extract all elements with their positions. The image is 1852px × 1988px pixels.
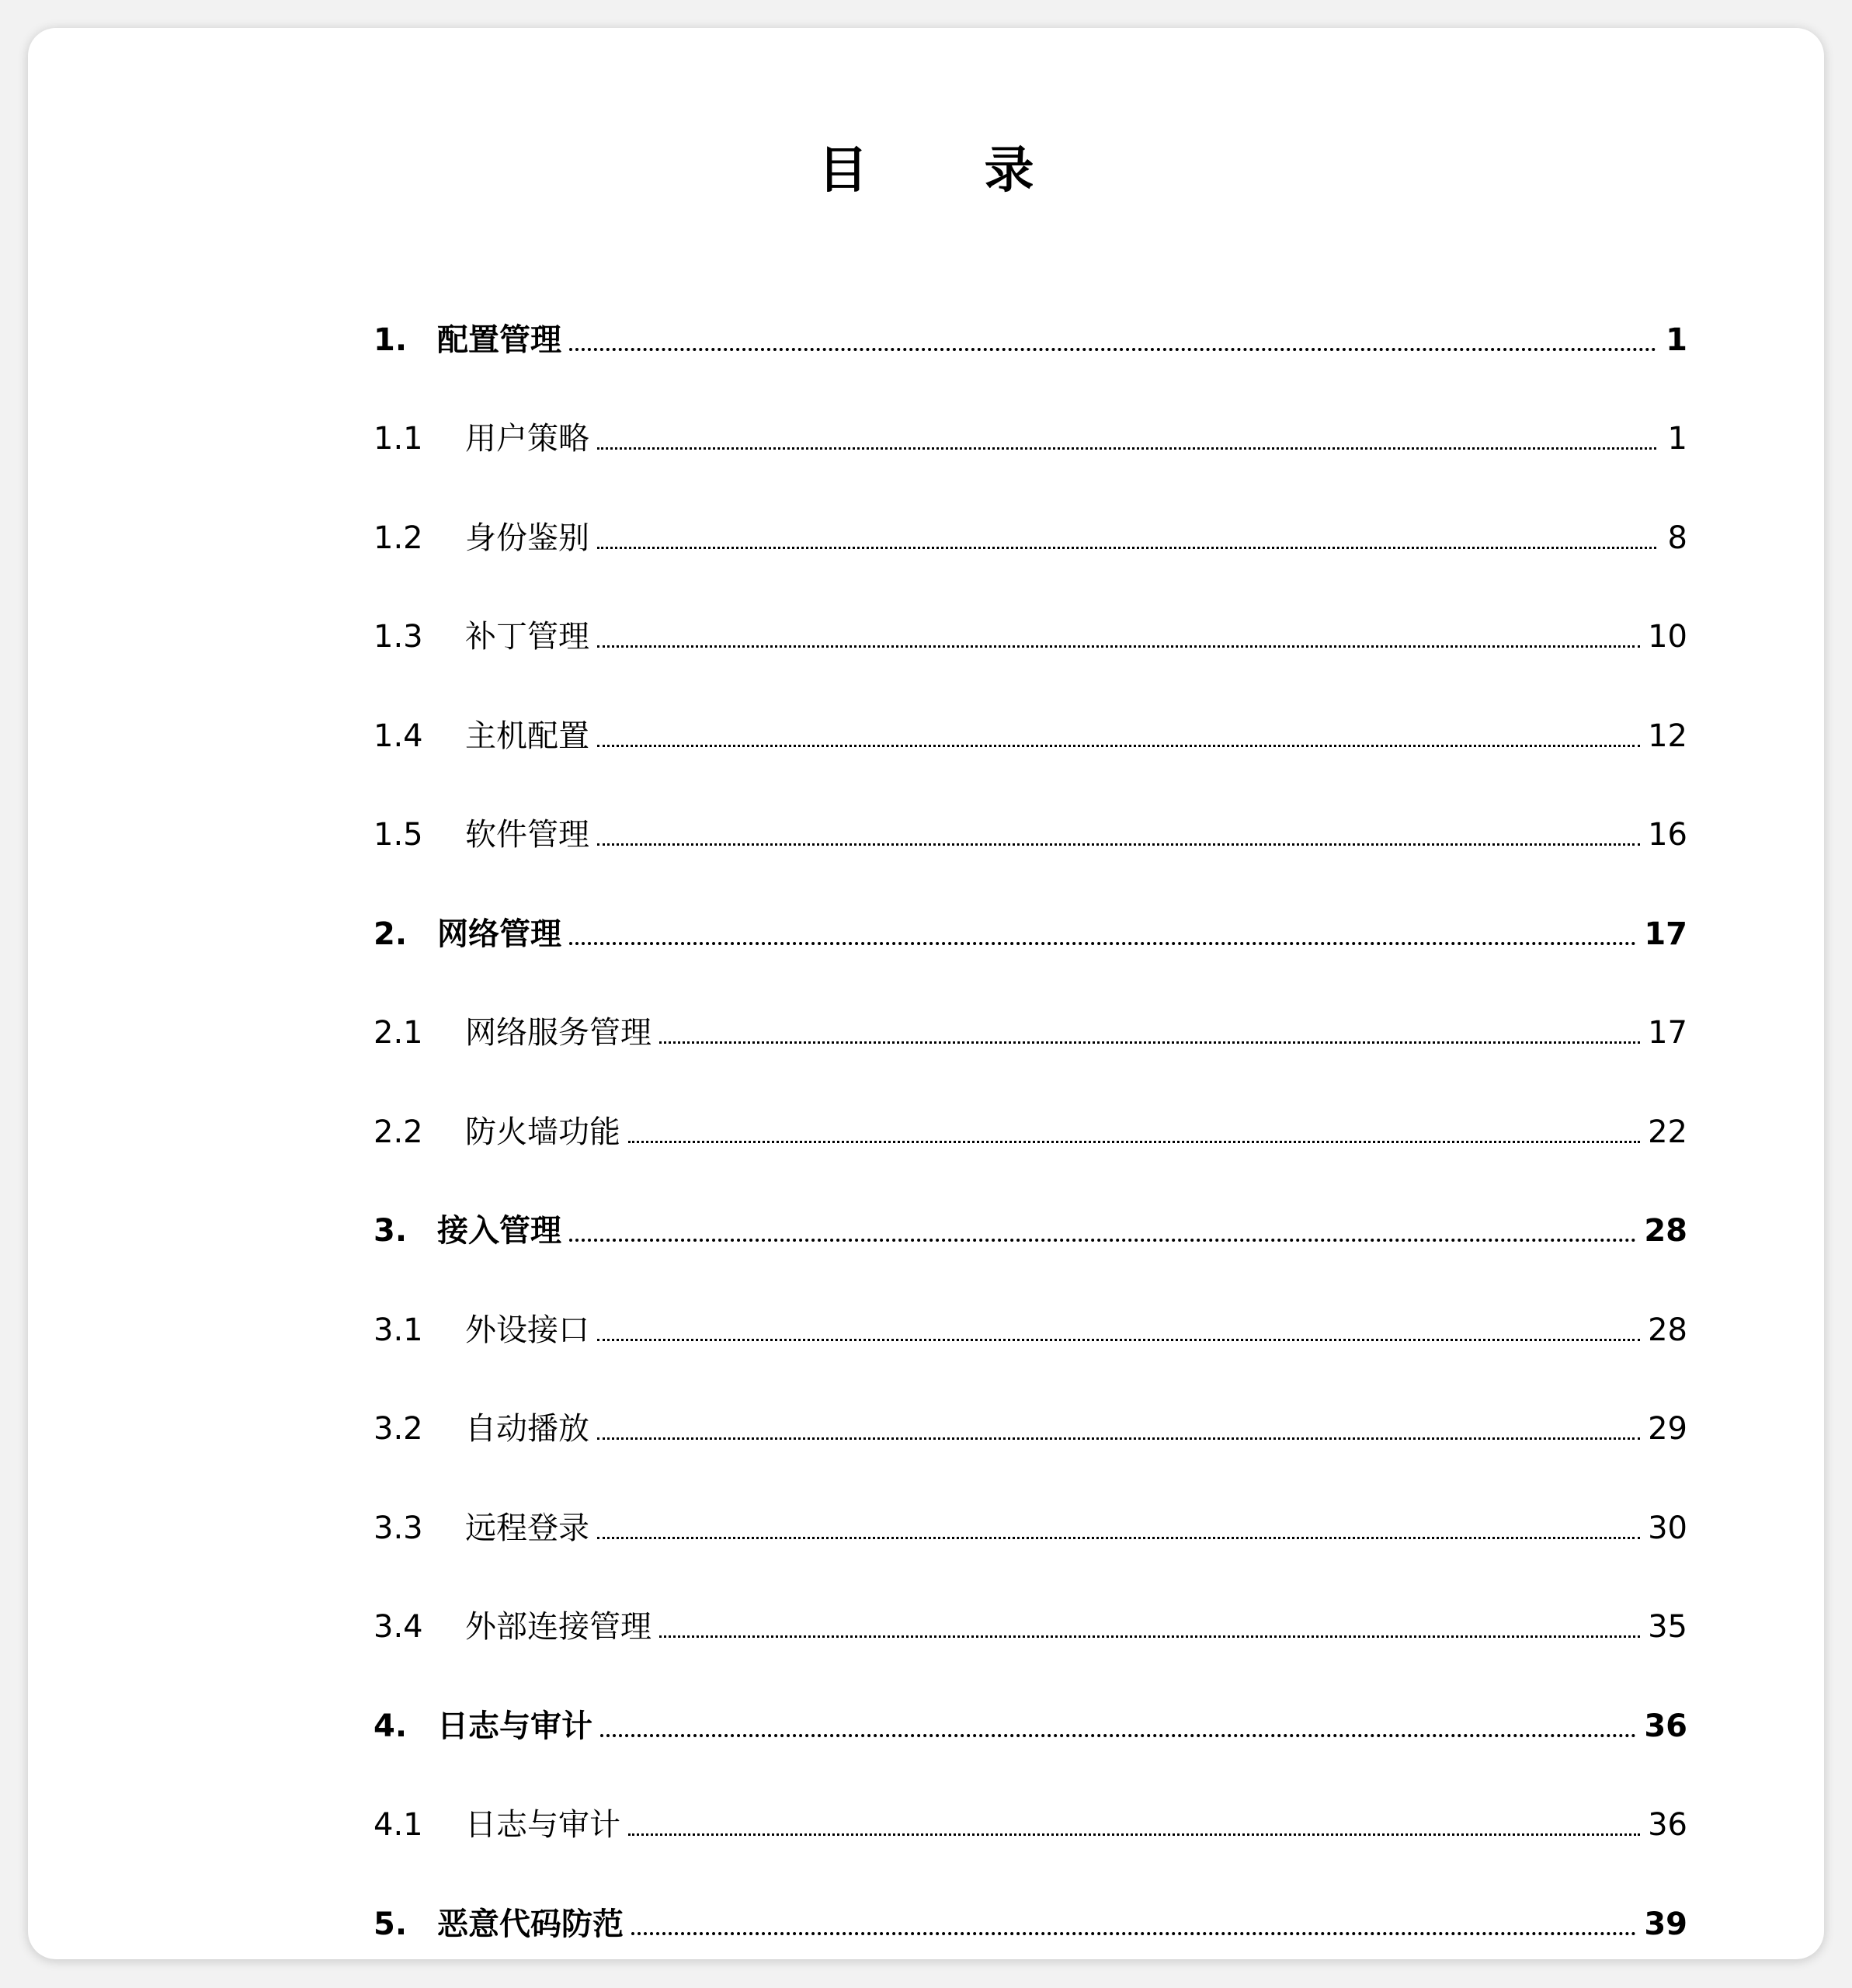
toc-chapter-entry[interactable] bbox=[374, 287, 1687, 387]
dot-leader bbox=[659, 1635, 1640, 1638]
toc-section-entry[interactable] bbox=[374, 981, 1687, 1080]
entry-number: 3.4 bbox=[374, 1609, 423, 1645]
entry-number: 1.2 bbox=[374, 520, 423, 556]
toc-section-entry[interactable] bbox=[374, 1773, 1687, 1872]
toc-section-entry[interactable] bbox=[374, 585, 1687, 684]
dot-leader bbox=[569, 942, 1636, 945]
toc-section-entry[interactable] bbox=[374, 683, 1687, 783]
entry-number: 1.3 bbox=[374, 619, 423, 655]
toc-section-entry[interactable] bbox=[374, 1377, 1687, 1476]
toc-section-entry[interactable] bbox=[374, 1277, 1687, 1377]
entry-title[interactable]: 身份鉴别 bbox=[465, 520, 589, 556]
dot-leader bbox=[569, 348, 1656, 351]
toc-section-entry[interactable] bbox=[374, 783, 1687, 882]
entry-page-number: 30 bbox=[1648, 1510, 1687, 1546]
entry-title[interactable]: 接入管理 bbox=[437, 1213, 561, 1249]
entry-title[interactable]: 外部连接管理 bbox=[465, 1609, 652, 1645]
entry-title[interactable]: 用户策略 bbox=[465, 421, 589, 457]
entry-title[interactable]: 软件管理 bbox=[465, 817, 589, 853]
dot-leader bbox=[597, 843, 1640, 846]
dot-leader bbox=[628, 1141, 1640, 1143]
entry-title[interactable]: 外设接口 bbox=[465, 1312, 589, 1348]
entry-number: 3.3 bbox=[374, 1510, 423, 1546]
entry-title[interactable]: 远程登录 bbox=[465, 1510, 589, 1546]
toc-chapter-entry[interactable] bbox=[374, 881, 1687, 981]
toc-title bbox=[0, 130, 1852, 202]
entry-page-number: 17 bbox=[1644, 916, 1687, 952]
entry-page-number: 22 bbox=[1648, 1114, 1687, 1150]
entry-title[interactable]: 日志与审计 bbox=[465, 1807, 620, 1843]
toc-chapter-entry[interactable] bbox=[374, 1872, 1687, 1971]
entry-number: 1.5 bbox=[374, 817, 423, 853]
entry-title[interactable]: 网络管理 bbox=[437, 916, 561, 952]
entry-page-number: 12 bbox=[1648, 718, 1687, 754]
entry-page-number: 8 bbox=[1667, 520, 1687, 556]
dot-leader bbox=[631, 1932, 1636, 1935]
dot-leader bbox=[597, 447, 1656, 450]
entry-page-number: 16 bbox=[1648, 817, 1687, 853]
entry-page-number: 1 bbox=[1666, 321, 1687, 358]
dot-leader bbox=[659, 1041, 1640, 1044]
table-of-contents bbox=[374, 287, 1687, 1971]
entry-number: 4.1 bbox=[374, 1807, 423, 1843]
toc-section-entry[interactable] bbox=[374, 1079, 1687, 1179]
toc-chapter-entry[interactable] bbox=[374, 1673, 1687, 1773]
entry-number: 2. bbox=[374, 916, 408, 952]
dot-leader bbox=[597, 745, 1640, 747]
entry-title[interactable]: 主机配置 bbox=[465, 718, 589, 754]
entry-title[interactable]: 恶意代码防范 bbox=[437, 1906, 624, 1942]
toc-section-entry[interactable] bbox=[374, 387, 1687, 486]
entry-title[interactable]: 日志与审计 bbox=[437, 1708, 592, 1744]
entry-page-number: 1 bbox=[1667, 421, 1687, 457]
entry-number: 1.1 bbox=[374, 421, 423, 457]
entry-number: 4. bbox=[374, 1708, 408, 1744]
entry-page-number: 17 bbox=[1648, 1015, 1687, 1051]
entry-title[interactable]: 补丁管理 bbox=[465, 619, 589, 655]
entry-page-number: 35 bbox=[1648, 1609, 1687, 1645]
entry-number: 3.2 bbox=[374, 1411, 423, 1447]
dot-leader bbox=[569, 1239, 1636, 1242]
entry-title[interactable]: 自动播放 bbox=[465, 1411, 589, 1447]
entry-number: 5. bbox=[374, 1906, 408, 1942]
toc-chapter-entry[interactable] bbox=[374, 1179, 1687, 1278]
entry-number: 3. bbox=[374, 1213, 408, 1249]
entry-title[interactable]: 网络服务管理 bbox=[465, 1015, 652, 1051]
dot-leader bbox=[597, 547, 1656, 549]
dot-leader bbox=[600, 1734, 1636, 1737]
entry-number: 1.4 bbox=[374, 718, 423, 754]
dot-leader bbox=[597, 1437, 1640, 1440]
dot-leader bbox=[597, 645, 1640, 648]
toc-section-entry[interactable] bbox=[374, 1575, 1687, 1674]
entry-page-number: 39 bbox=[1644, 1906, 1687, 1942]
toc-title-char: 录 bbox=[984, 142, 1151, 200]
toc-section-entry[interactable] bbox=[374, 485, 1687, 585]
entry-page-number: 28 bbox=[1644, 1213, 1687, 1249]
toc-title-char: 目 bbox=[818, 142, 985, 200]
entry-number: 2.2 bbox=[374, 1114, 423, 1150]
entry-page-number: 36 bbox=[1648, 1807, 1687, 1843]
entry-page-number: 29 bbox=[1648, 1411, 1687, 1447]
dot-leader bbox=[597, 1537, 1640, 1539]
toc-section-entry[interactable] bbox=[374, 1475, 1687, 1575]
entry-page-number: 28 bbox=[1648, 1312, 1687, 1348]
dot-leader bbox=[597, 1339, 1640, 1341]
entry-page-number: 10 bbox=[1648, 619, 1687, 655]
entry-title[interactable]: 配置管理 bbox=[437, 321, 561, 358]
entry-title[interactable]: 防火墙功能 bbox=[465, 1114, 620, 1150]
entry-number: 2.1 bbox=[374, 1015, 423, 1051]
entry-page-number: 36 bbox=[1644, 1708, 1687, 1744]
entry-number: 3.1 bbox=[374, 1312, 423, 1348]
entry-number: 1. bbox=[374, 321, 408, 358]
dot-leader bbox=[628, 1833, 1640, 1836]
